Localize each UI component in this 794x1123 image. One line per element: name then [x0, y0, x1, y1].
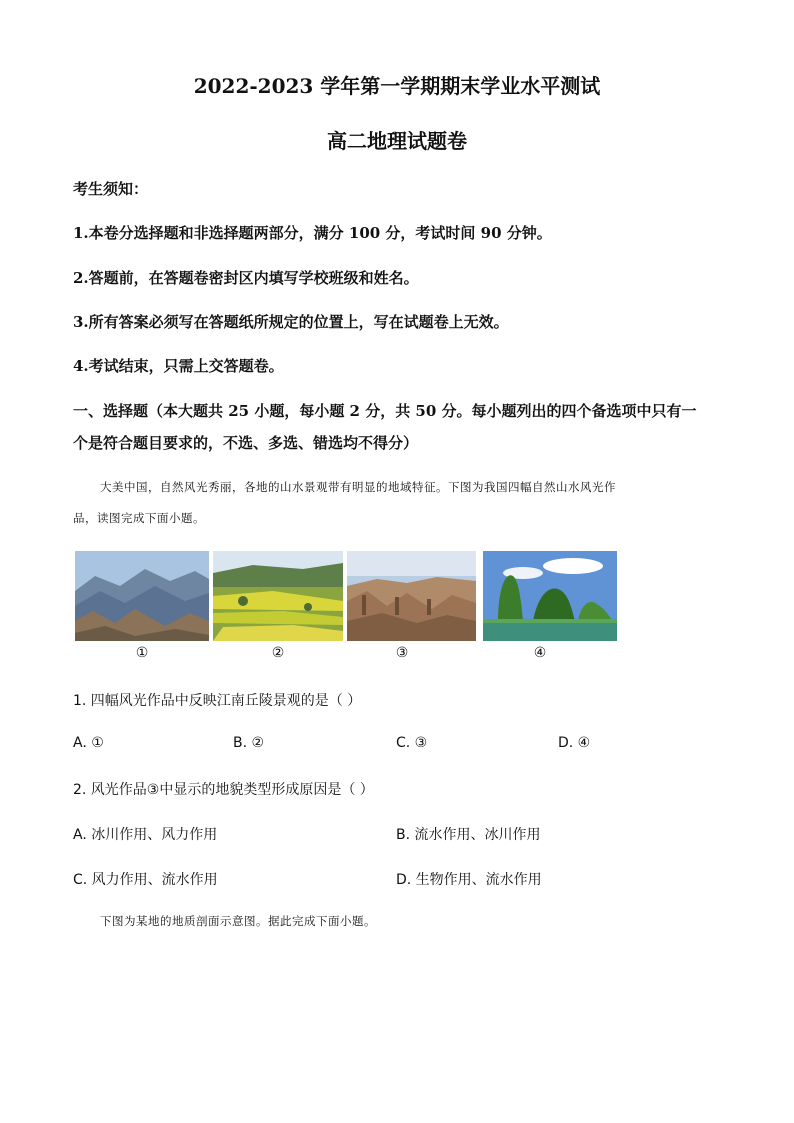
- question-1-option-c[interactable]: C. ③: [396, 735, 428, 751]
- intro-2: 下图为某地的地质剖面示意图。据此完成下面小题。: [100, 914, 376, 928]
- exam-subtitle: 高二地理试题卷: [327, 129, 467, 153]
- question-2-option-c[interactable]: C. 风力作用、流水作用: [73, 872, 218, 888]
- intro-line-2: 品，读图完成下面小题。: [73, 511, 205, 525]
- question-1-option-b[interactable]: B. ②: [233, 735, 265, 751]
- farmland-photo: [213, 551, 343, 641]
- notice-item-2: 2.答题前，在答题卷密封区内填写学校班级和姓名。: [73, 269, 419, 287]
- photo-caption-3: ③: [395, 645, 409, 661]
- notice-item-4: 4.考试结束，只需上交答题卷。: [73, 357, 284, 375]
- section-heading-line2: 个是符合题目要求的，不选、多选、错选均不得分）: [73, 434, 419, 452]
- photo-caption-2: ②: [271, 645, 285, 661]
- intro-line-1: 大美中国，自然风光秀丽，各地的山水景观带有明显的地域特征。下图为我国四幅自然山水风光作: [100, 480, 616, 494]
- question-2-option-a[interactable]: A. 冰川作用、风力作用: [73, 827, 218, 843]
- loess-canyon-photo: [347, 551, 476, 641]
- photo-caption-4: ④: [533, 645, 547, 661]
- question-2-stem: 2. 风光作品③中显示的地貌类型形成原因是（ ）: [73, 782, 374, 798]
- question-1-option-d[interactable]: D. ④: [558, 735, 591, 751]
- question-1-stem: 1. 四幅风光作品中反映江南丘陵景观的是（ ）: [73, 693, 362, 709]
- photo-caption-1: ①: [135, 645, 149, 661]
- notice-item-1: 1.本卷分选择题和非选择题两部分，满分 100 分，考试时间 90 分钟。: [73, 224, 552, 242]
- question-1-option-a[interactable]: A. ①: [73, 735, 104, 751]
- mountain-photo: [75, 551, 209, 641]
- karst-photo: [483, 551, 617, 641]
- question-2-option-b[interactable]: B. 流水作用、冰川作用: [396, 827, 541, 843]
- section-heading-line1: 一、选择题（本大题共 25 小题，每小题 2 分，共 50 分。每小题列出的四个备选项中只有一: [73, 402, 697, 420]
- notice-item-3: 3.所有答案必须写在答题纸所规定的位置上，写在试题卷上无效。: [73, 313, 509, 331]
- question-2-option-d[interactable]: D. 生物作用、流水作用: [396, 872, 542, 888]
- notice-heading: 考生须知：: [73, 180, 149, 198]
- exam-title: 2022-2023 学年第一学期期末学业水平测试: [193, 74, 601, 98]
